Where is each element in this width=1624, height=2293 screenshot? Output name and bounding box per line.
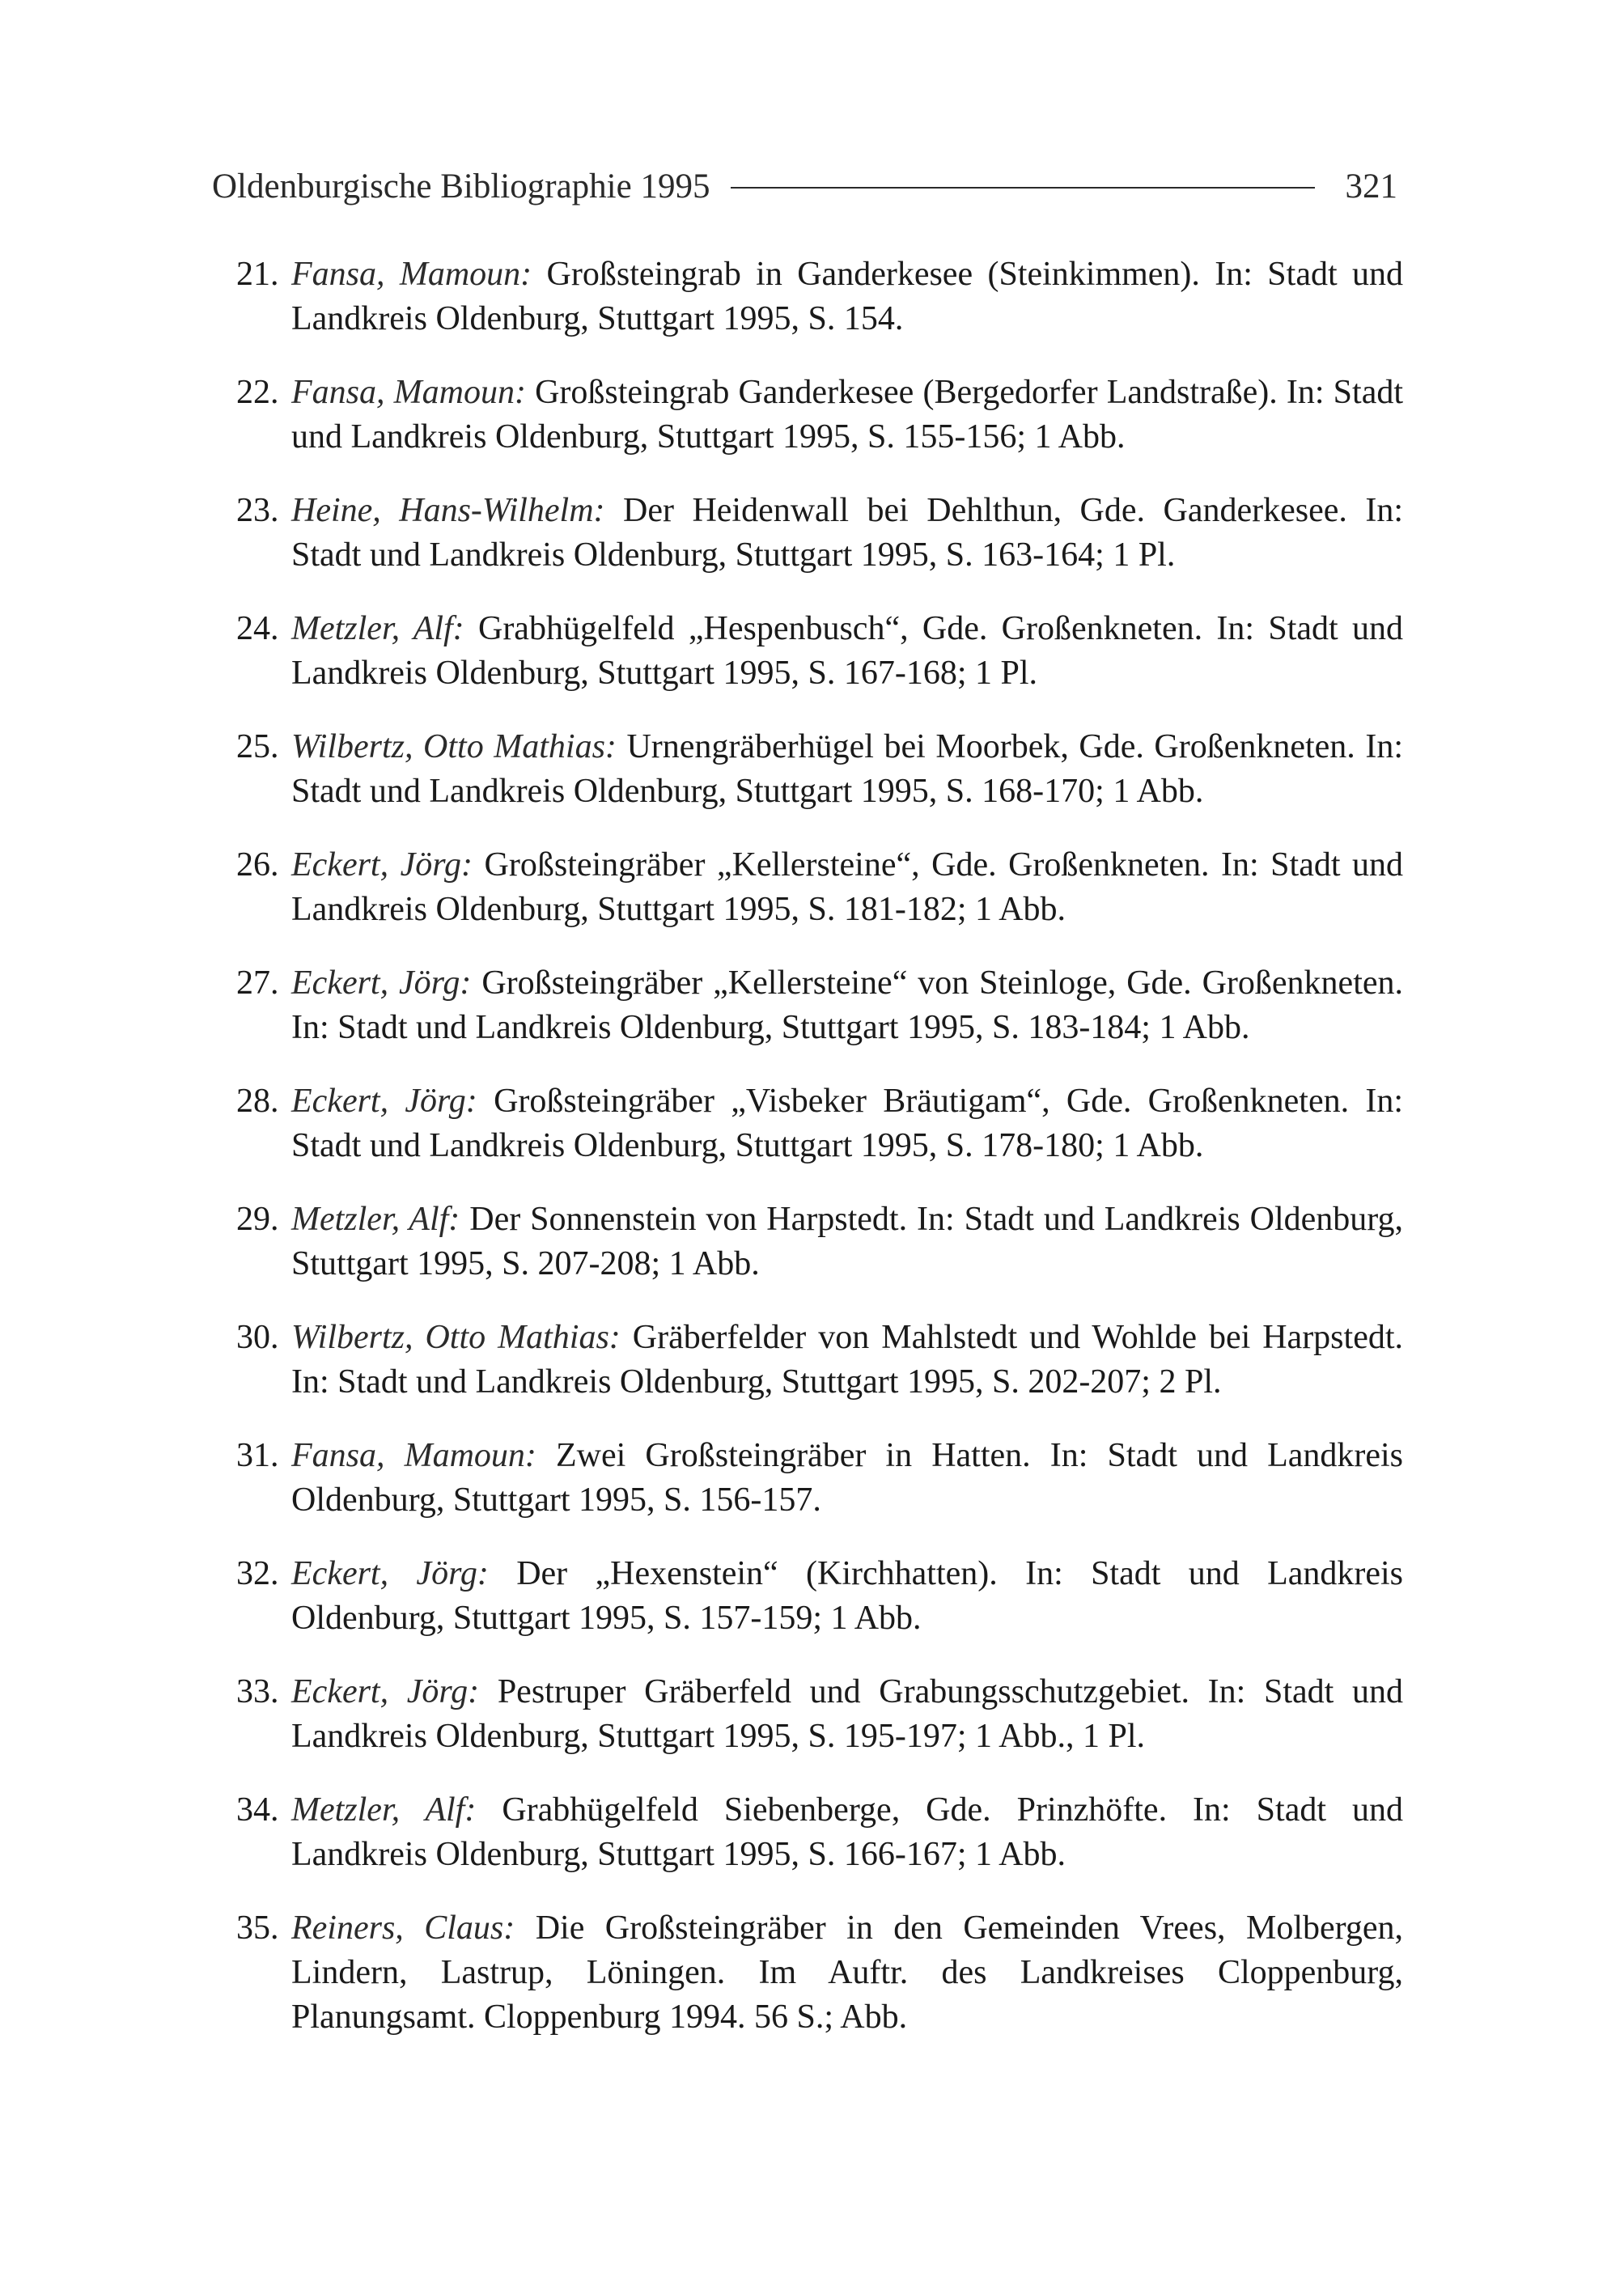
entry-author: Wilbertz, Otto Mathias:: [291, 728, 617, 765]
bibliography-entry: [236, 725, 1403, 814]
entry-text: Der Heidenwall bei Dehlthun, Gde. Ganderkesee. In: Stadt und Landkreis Oldenburg, Stuttgart 1995, S. 163-164; 1 Pl.: [291, 492, 1403, 574]
entry-body: [291, 843, 1403, 932]
entry-body: [291, 1906, 1403, 2040]
entry-text: Der Sonnenstein von Harpstedt. In: Stadt und Landkreis Oldenburg, Stuttgart 1995, S. 207-208; 1 Abb.: [291, 1201, 1404, 1282]
entry-text: Großsteingrab Ganderkesee (Bergedorfer Landstraße). In: Stadt und Landkreis Oldenburg, Stuttgart 1995, S. 155-156; 1 Abb.: [291, 374, 1403, 456]
entry-number: 34.: [236, 1791, 279, 1829]
bibliography-entry: [236, 371, 1403, 460]
entry-text: Pestruper Gräberfeld und Grabungsschutzgebiet. In: Stadt und Landkreis Oldenburg, Stuttgart 1995, S. 195-197; 1 Abb., 1 Pl.: [291, 1673, 1403, 1755]
bibliography-entry: [236, 1670, 1403, 1759]
header-rule: [731, 187, 1314, 189]
bibliography-entry: [236, 843, 1403, 932]
running-header-title: Oldenburgische Bibliographie 1995: [212, 167, 710, 206]
entry-body: [291, 1079, 1403, 1168]
entry-body: [291, 1434, 1403, 1523]
entry-body: [291, 1316, 1403, 1405]
entry-author: Metzler, Alf:: [291, 1201, 460, 1238]
bibliography-entry: [236, 1197, 1403, 1286]
entry-author: Eckert, Jörg:: [291, 1083, 477, 1120]
entry-author: Reiners, Claus:: [291, 1909, 515, 1947]
entry-text: Großsteingräber „Kellersteine“, Gde. Großenkneten. In: Stadt und Landkreis Oldenburg, Stuttgart 1995, S. 181-182; 1 Abb.: [291, 846, 1404, 928]
entry-text: Der „Hexenstein“ (Kirchhatten). In: Stadt und Landkreis Oldenburg, Stuttgart 1995, S. 157-159; 1 Abb.: [291, 1555, 1404, 1637]
entry-number: 24.: [236, 610, 279, 647]
entry-number: 31.: [236, 1437, 279, 1474]
entry-author: Fansa, Mamoun:: [291, 1437, 536, 1474]
bibliography-entry: [236, 961, 1403, 1050]
entry-number: 29.: [236, 1201, 279, 1238]
entry-number: 21.: [236, 256, 279, 293]
entry-text: Die Großsteingräber in den Gemeinden Vrees, Molbergen, Lindern, Lastrup, Löningen. Im Auftr. des Landkreises Cloppenburg, Planungsamt. Cloppenburg 1994. 56 S.; Abb.: [291, 1909, 1404, 2036]
entry-body: [291, 371, 1403, 460]
page-number: 321: [1345, 167, 1397, 206]
entry-text: Urnengräberhügel bei Moorbek, Gde. Großenkneten. In: Stadt und Landkreis Oldenburg, Stuttgart 1995, S. 168-170; 1 Abb.: [291, 728, 1403, 810]
entry-number: 28.: [236, 1083, 279, 1120]
entry-author: Fansa, Mamoun:: [291, 374, 526, 411]
entry-author: Heine, Hans-Wilhelm:: [291, 492, 605, 529]
entry-number: 26.: [236, 846, 279, 884]
entry-number: 32.: [236, 1555, 279, 1592]
entry-number: 35.: [236, 1909, 279, 1947]
bibliography-entry: [236, 1906, 1403, 2040]
bibliography-entry: [236, 489, 1403, 578]
entry-author: Metzler, Alf:: [291, 610, 464, 647]
entry-body: [291, 489, 1403, 578]
entry-text: Großsteingräber „Kellersteine“ von Steinloge, Gde. Großenkneten. In: Stadt und Landkreis Oldenburg, Stuttgart 1995, S. 183-184; 1 Abb.: [291, 964, 1404, 1046]
bibliography-entry: [236, 1434, 1403, 1523]
entry-body: [291, 1197, 1403, 1286]
entry-body: [291, 1552, 1403, 1641]
entry-text: Grabhügelfeld „Hespenbusch“, Gde. Großenkneten. In: Stadt und Landkreis Oldenburg, Stuttgart 1995, S. 167-168; 1 Pl.: [291, 610, 1403, 692]
entry-text: Großsteingrab in Ganderkesee (Steinkimmen). In: Stadt und Landkreis Oldenburg, Stuttgart 1995, S. 154.: [291, 256, 1403, 337]
entry-number: 22.: [236, 374, 279, 411]
entry-author: Fansa, Mamoun:: [291, 256, 532, 293]
bibliography-list: [236, 252, 1403, 2069]
entry-text: Gräberfelder von Mahlstedt und Wohlde bei Harpstedt. In: Stadt und Landkreis Oldenburg, Stuttgart 1995, S. 202-207; 2 Pl.: [291, 1319, 1404, 1401]
entry-author: Wilbertz, Otto Mathias:: [291, 1319, 621, 1356]
entry-author: Eckert, Jörg:: [291, 1673, 480, 1710]
entry-text: Grabhügelfeld Siebenberge, Gde. Prinzhöfte. In: Stadt und Landkreis Oldenburg, Stuttgart 1995, S. 166-167; 1 Abb.: [291, 1791, 1403, 1873]
entry-author: Eckert, Jörg:: [291, 964, 472, 1002]
entry-body: [291, 1788, 1403, 1877]
running-header: [212, 162, 1397, 210]
entry-author: Eckert, Jörg:: [291, 846, 473, 884]
entry-number: 33.: [236, 1673, 279, 1710]
entry-body: [291, 961, 1403, 1050]
entry-body: [291, 1670, 1403, 1759]
entry-number: 23.: [236, 492, 279, 529]
bibliography-entry: [236, 607, 1403, 696]
bibliography-entry: [236, 1552, 1403, 1641]
entry-number: 30.: [236, 1319, 279, 1356]
entry-number: 27.: [236, 964, 279, 1002]
entry-body: [291, 607, 1403, 696]
entry-body: [291, 725, 1403, 814]
bibliography-entry: [236, 1788, 1403, 1877]
bibliography-entry: [236, 1079, 1403, 1168]
entry-author: Eckert, Jörg:: [291, 1555, 489, 1592]
entry-text: Zwei Großsteingräber in Hatten. In: Stadt und Landkreis Oldenburg, Stuttgart 1995, S. 156-157.: [291, 1437, 1404, 1519]
bibliography-entry: [236, 252, 1403, 341]
bibliography-entry: [236, 1316, 1403, 1405]
entry-body: [291, 252, 1403, 341]
entry-text: Großsteingräber „Visbeker Bräutigam“, Gde. Großenkneten. In: Stadt und Landkreis Oldenburg, Stuttgart 1995, S. 178-180; 1 Abb.: [291, 1083, 1404, 1164]
entry-author: Metzler, Alf:: [291, 1791, 477, 1829]
entry-number: 25.: [236, 728, 279, 765]
